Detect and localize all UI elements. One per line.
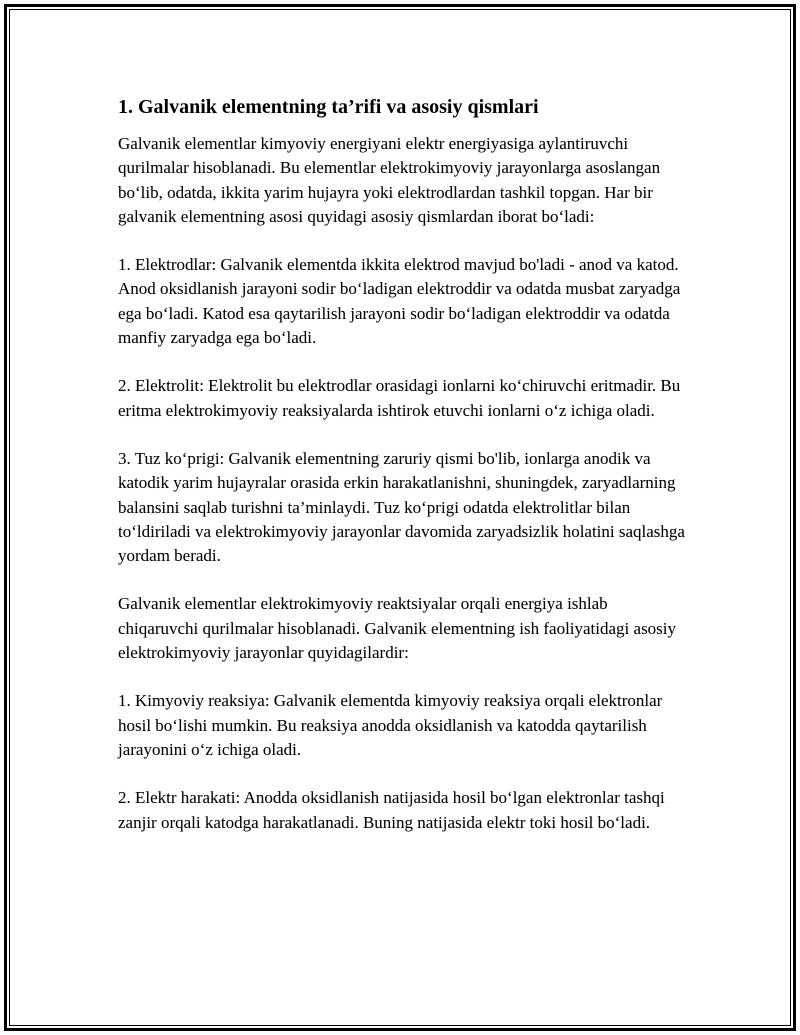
paragraph-electrolyte: 2. Elektrolit: Elektrolit bu elektrodlar orasidagi ionlarni ko‘chiruvchi eritmadir. Bu eritma elektrokimyoviy reaksiyalarda ishtirok etuvchi ionlarni o‘z ichiga oladi. — [118, 376, 681, 420]
paragraph-electric-movement: 2. Elektr harakati: Anodda oksidlanish natijasida hosil bo‘lgan elektronlar tashqi zanjir orqali katodga harakatlanadi. Buning natijasida elektr toki hosil bo‘ladi. — [118, 788, 665, 832]
document-body — [118, 92, 690, 859]
paragraph-processes-intro: Galvanik elementlar elektrokimyoviy reaktsiyalar orqali energiya ishlab chiqaruvchi qurilmalar hisoblanadi. Galvanik elementning ish faoliyatidagi asosiy elektrokimyoviy jarayonlar quyidagilardir: — [118, 594, 677, 663]
paragraph-salt-bridge: 3. Tuz ko‘prigi: Galvanik elementning zaruriy qismi bo'lib, ionlarga anodik va katodik yarim hujayralar orasida erkin harakatlanishni, shuningdek, zaryadlarning balansini saqlab turishni ta’minlaydi. Tuz ko‘prigi odatda elektrolitlar bilan to‘ldiriladi va elektrokimyoviy jarayonlar davomida zaryadsizlik holatini saqlashga yordam beradi. — [118, 448, 685, 566]
paragraph-chemical-reaction: 1. Kimyoviy reaksiya: Galvanik elementda kimyoviy reaksiya orqali elektronlar hosil bo‘lishi mumkin. Bu reaksiya anodda oksidlanish va katodda qaytarilish jarayonini o‘z ichiga oladi. — [118, 691, 663, 759]
paragraph-intro: Galvanik elementlar kimyoviy energiyani elektr energiyasiga aylantiruvchi qurilmalar hisoblanadi. Bu elementlar elektrokimyoviy jarayonlarga asoslangan bo‘lib, odatda, ikkita yarim hujayra yoki elektrodlardan tashkil topgan. Har bir galvanik elementning asosi quyidagi asosiy qismlardan iborat bo‘ladi: — [118, 134, 661, 226]
paragraph-electrodes: 1. Elektrodlar: Galvanik elementda ikkita elektrod mavjud bo'ladi - anod va katod. Anod oksidlanish jarayoni sodir bo‘ladigan elektroddir va odatda musbat zaryadga ega bo‘ladi. Katod esa qaytarilish jarayoni sodir bo‘ladigan elektroddir va odatda manfiy zaryadga ega bo‘ladi. — [118, 255, 681, 348]
section-heading: 1. Galvanik elementning ta’rifi va asosiy qismlari — [118, 96, 539, 118]
